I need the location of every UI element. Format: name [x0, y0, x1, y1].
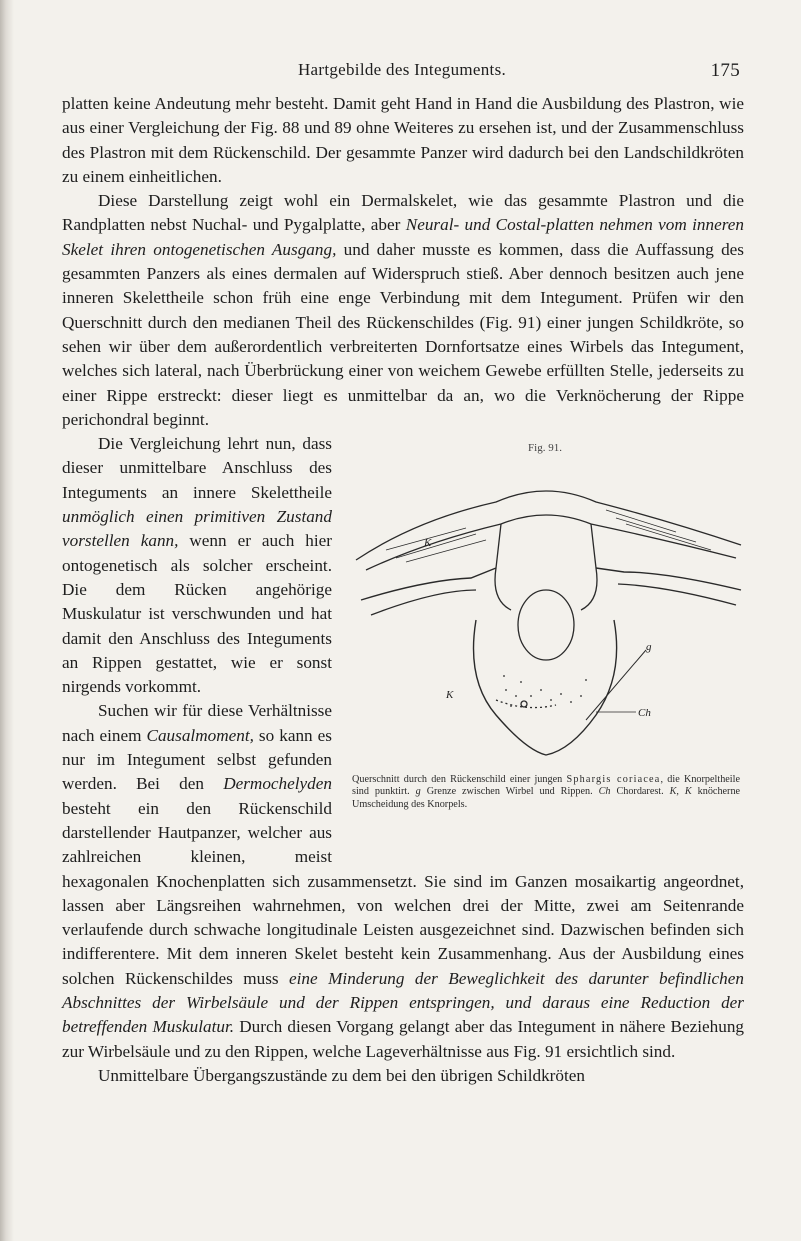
- spinous-process: [495, 524, 597, 610]
- cross-section-drawing: [346, 450, 744, 780]
- paragraph-3-text-a: Die Vergleichung lehrt nun, dass dieser unmittelbare Anschluss des Integuments an innere Skelettheile: [62, 434, 332, 502]
- paragraph-2-text-b: und daher musste es kommen, dass die Auffassung des gesammten Panzers als eines dermalen auf Widerspruch stieß. Aber dennoch besitzen auch jene inneren Skelettheile schon früh eine enge Verbindung mit dem Integument. Prüfen wir den Querschnitt durch den medianen Theil des Rückenschildes (Fig. 91) einer jungen Schildkröte, so sehen wir über dem außerordentlich verbreiterten Dornfortsatze eines Wirbels das Integument, welches sich lateral, nach Überbrückung einer von weichem Gewebe erfüllten Stelle, jederseits zu einer Rippe erstreckt: dieser liegt es unmittelbar da an, wo die Verknöcherung der Rippe perichondral beginnt.: [62, 239, 744, 429]
- paragraph-2-text-a: Diese Darstellung zeigt wohl ein Dermalskelet, wie das gesammte Plastron und die Randplatten nebst Nuchal- und Pygalplatte, aber: [62, 191, 744, 235]
- paragraph-2: [62, 189, 744, 432]
- label-ch: Ch: [638, 707, 651, 720]
- label-k-lower: K: [446, 689, 454, 702]
- integument-inner: [366, 515, 736, 570]
- paragraph-4-text-a: Suchen wir für diese Verhältnisse nach einem: [62, 701, 332, 745]
- paragraph-4-text-b: so kann es nur im Integument selbst gefunden werden. Bei den: [62, 725, 332, 794]
- label-k-upper: K: [424, 537, 432, 550]
- paragraph-4-emphasis-2: Dermochelyden: [223, 774, 332, 794]
- caption-k: K, K: [669, 786, 692, 798]
- figure-label: Fig. 91.: [528, 442, 562, 455]
- paragraph-4-text-c: besteht ein den Rückenschild darstellender Hautpanzer, welcher aus zahlreichen kleinen, meist hexagonalen Knochenplatten sich zusammensetzt. Sie sind im Ganzen mosaikartig angeordnet, lassen aber Längsreihen wahrnehmen, von welchen drei der Mitte, zwei am Seitenrande verlaufende durch schwache longitudinale Leisten ausgezeichnet sind. Dazwischen befinden sich indifferentere. Mit dem inneren Skelet besteht kein Zusammenhang. Aus der Ausbildung eines solchen Rückenschildes muss: [62, 798, 744, 988]
- paragraph-4-emphasis-1: Causalmoment,: [146, 725, 254, 745]
- scale-hatching: [386, 510, 711, 562]
- paragraph-4-text-d: Durch diesen Vorgang gelangt aber das Integument in nähere Beziehung zur Wirbelsäule und zu den Rippen, welche Lageverhältnisse aus Fig. 91 ersichtlich sind.: [62, 1017, 745, 1061]
- caption-g: g: [415, 786, 421, 798]
- paragraph-3-emphasis: unmöglich einen primitiven Zustand vorstellen kann,: [62, 507, 332, 551]
- label-g: g: [646, 641, 652, 654]
- paragraph-5: Unmittelbare Übergangszustände zu dem bei den übrigen Schildkröten: [98, 1065, 585, 1085]
- page-number: 175: [710, 60, 740, 81]
- text-block: [62, 92, 744, 1088]
- caption-species: Sphargis coriacea: [566, 774, 661, 786]
- rib-right: [596, 568, 741, 590]
- caption-part-3: Grenze zwischen Wirbel und Rippen.: [426, 786, 593, 798]
- rib-right-lower: [618, 584, 736, 605]
- caption-part-1: Querschnitt durch den Rückenschild einer jungen: [352, 774, 563, 786]
- caption-ch: Ch: [598, 786, 611, 798]
- paragraph-1: platten keine Andeutung mehr besteht. Damit geht Hand in Hand die Ausbildung des Plastron, wie aus einer Vergleichung der Fig. 88 und 89 ohne Weiteres zu ersehen ist, und der Zusammenschluss des Plastron mit dem Rückenschild. Der gesammte Panzer wird dadurch bei den Landschildkröten zu einem einheitlichen.: [62, 94, 744, 186]
- caption-part-5: knöcherne Umscheidung des Knorpels.: [352, 786, 741, 810]
- figure-caption: [352, 774, 740, 811]
- paragraph-2-emphasis: Neural- und Costal-platten nehmen vom inneren Skelet ihren ontogenetischen Ausgang,: [62, 215, 744, 259]
- rib-left: [361, 568, 496, 600]
- page-title: Hartgebilde des Integuments.: [297, 60, 507, 79]
- vertebral-canal: [518, 590, 574, 660]
- chorda-rest: [521, 701, 527, 707]
- vertebral-body: [474, 620, 617, 755]
- figure-91: [346, 436, 744, 861]
- running-head: [64, 60, 740, 84]
- rib-left-lower: [371, 590, 476, 615]
- paragraph-4-emphasis-3: eine Minderung der Beweglichkeit des darunter befindlichen Abschnittes der Wirbelsäule und der Rippen entspringen, und daraus eine Reduction der betreffenden Muskulatur.: [62, 968, 744, 1037]
- caption-part-2: , die Knorpeltheile sind punktirt.: [352, 774, 740, 798]
- paragraph-3-text-b: wenn er auch hier ontogenetisch als solcher erscheint. Die dem Rücken angehörige Muskulatur ist verschwunden und hat damit den Anschluss des Integuments an Rippen gestattet, wie er sonst nirgends vorkommt.: [62, 531, 332, 697]
- page-edge: [0, 0, 14, 1241]
- caption-part-4: Chordarest.: [616, 786, 664, 798]
